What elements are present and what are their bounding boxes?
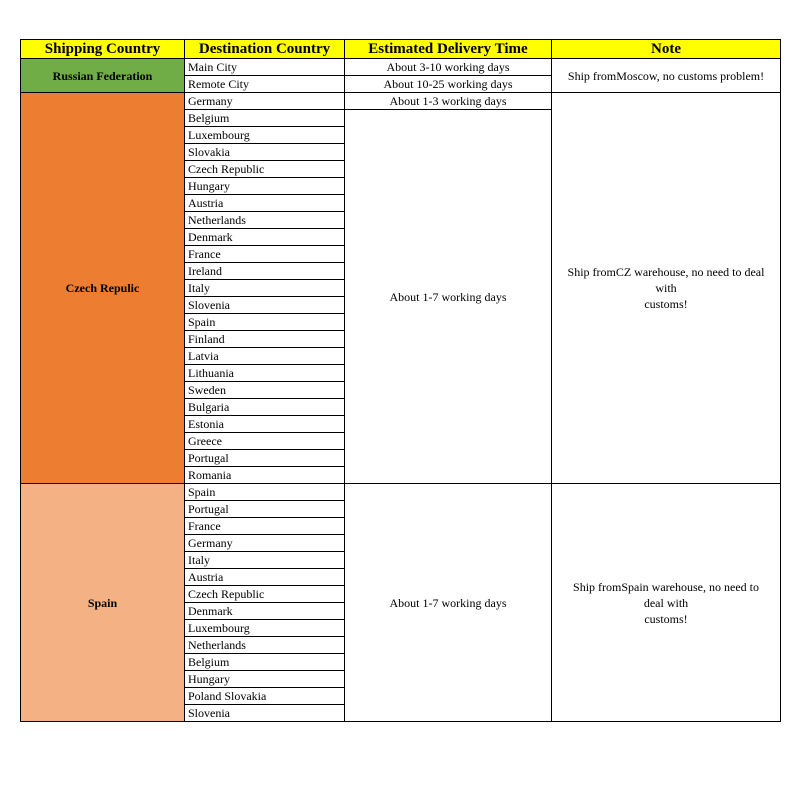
destination-cell: Luxembourg [185, 620, 345, 637]
header-shipping-country: Shipping Country [21, 40, 185, 59]
delivery-time-cell: About 3-10 working days [345, 59, 552, 76]
destination-cell: Denmark [185, 229, 345, 246]
destination-cell: Estonia [185, 416, 345, 433]
destination-cell: Main City [185, 59, 345, 76]
destination-cell: Czech Republic [185, 586, 345, 603]
note-line: deal with [643, 595, 689, 610]
destination-cell: Spain [185, 314, 345, 331]
destination-cell: Poland Slovakia [185, 688, 345, 705]
destination-cell: Austria [185, 569, 345, 586]
table-row [21, 59, 781, 76]
destination-cell: Belgium [185, 110, 345, 127]
destination-cell: Hungary [185, 671, 345, 688]
header-note: Note [552, 40, 781, 59]
note-cell [552, 93, 781, 484]
destination-cell: Belgium [185, 654, 345, 671]
destination-cell: Italy [185, 552, 345, 569]
destination-cell: Sweden [185, 382, 345, 399]
destination-cell: Slovakia [185, 144, 345, 161]
destination-cell: Romania [185, 467, 345, 484]
destination-cell: Netherlands [185, 212, 345, 229]
destination-cell: Portugal [185, 450, 345, 467]
note-line: customs! [644, 611, 688, 626]
destination-cell: Spain [185, 484, 345, 501]
destination-cell: Bulgaria [185, 399, 345, 416]
delivery-time-cell: About 1-7 working days [345, 110, 552, 484]
delivery-time-cell: About 1-7 working days [345, 484, 552, 722]
destination-cell: Italy [185, 280, 345, 297]
destination-cell: Luxembourg [185, 127, 345, 144]
note-cell: Ship fromMoscow, no customs problem! [552, 59, 781, 93]
destination-cell: Remote City [185, 76, 345, 93]
table-row [21, 93, 781, 110]
destination-cell: Slovenia [185, 705, 345, 722]
destination-cell: Slovenia [185, 297, 345, 314]
shipping-table [20, 39, 781, 722]
destination-cell: Germany [185, 93, 345, 110]
destination-cell: Greece [185, 433, 345, 450]
origin-spain: Spain [21, 484, 185, 722]
destination-cell: Austria [185, 195, 345, 212]
destination-cell: Finland [185, 331, 345, 348]
note-line: Ship fromSpain warehouse, no need to [573, 579, 759, 594]
note-line: customs! [644, 297, 688, 311]
destination-cell: France [185, 246, 345, 263]
destination-cell: Netherlands [185, 637, 345, 654]
destination-cell: Portugal [185, 501, 345, 518]
table-row [21, 484, 781, 501]
destination-cell: Latvia [185, 348, 345, 365]
destination-cell: Lithuania [185, 365, 345, 382]
origin-czech: Czech Repulic [21, 93, 185, 484]
destination-cell: Hungary [185, 178, 345, 195]
note-line: Ship fromCZ warehouse, no need to deal [567, 265, 765, 279]
header-estimated-delivery-time: Estimated Delivery Time [345, 40, 552, 59]
destination-cell: Czech Republic [185, 161, 345, 178]
note-cell [552, 484, 781, 722]
destination-cell: Ireland [185, 263, 345, 280]
delivery-time-cell: About 1-3 working days [345, 93, 552, 110]
delivery-time-cell: About 10-25 working days [345, 76, 552, 93]
destination-cell: France [185, 518, 345, 535]
destination-cell: Denmark [185, 603, 345, 620]
destination-cell: Germany [185, 535, 345, 552]
origin-russia: Russian Federation [21, 59, 185, 93]
header-destination-country: Destination Country [185, 40, 345, 59]
note-line: with [655, 281, 677, 295]
header-row [21, 40, 781, 59]
